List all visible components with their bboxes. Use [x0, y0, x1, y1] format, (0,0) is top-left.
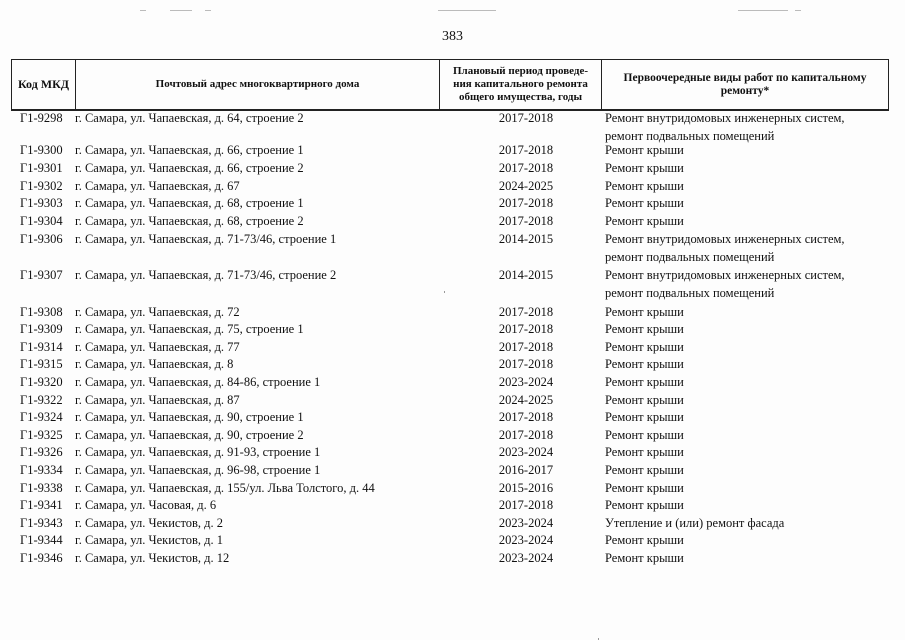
row-address: г. Самара, ул. Чапаевская, д. 90, строение 2 — [75, 428, 304, 442]
row-period: 2023-2024 — [498, 516, 554, 530]
row-address: г. Самара, ул. Чапаевская, д. 77 — [75, 340, 240, 354]
row-code: Г1-9302 — [20, 179, 63, 193]
row-address: г. Самара, ул. Чапаевская, д. 91-93, строение 1 — [75, 445, 321, 459]
row-address: г. Самара, ул. Чапаевская, д. 84-86, строение 1 — [75, 375, 321, 389]
row-period: 2023-2024 — [498, 533, 554, 547]
table-row — [0, 497, 905, 515]
table-row — [0, 356, 905, 374]
row-address: г. Самара, ул. Чапаевская, д. 87 — [75, 393, 240, 407]
row-code: Г1-9346 — [20, 551, 63, 565]
table-row — [0, 213, 905, 231]
row-period: 2017-2018 — [498, 196, 554, 210]
row-code: Г1-9334 — [20, 463, 63, 477]
row-address: г. Самара, ул. Чапаевская, д. 66, строение 1 — [75, 143, 304, 157]
table-row — [0, 409, 905, 427]
row-works: Ремонт крыши — [605, 393, 684, 407]
row-period: 2017-2018 — [498, 143, 554, 157]
row-period: 2014-2015 — [498, 232, 554, 246]
scan-speck — [444, 291, 445, 293]
row-address: г. Самара, ул. Чапаевская, д. 68, строение 2 — [75, 214, 304, 228]
table-row — [0, 339, 905, 357]
row-code: Г1-9324 — [20, 410, 63, 424]
table-header — [11, 59, 889, 111]
row-code: Г1-9338 — [20, 481, 63, 495]
table-row — [0, 321, 905, 339]
table-row — [0, 231, 905, 267]
table-row — [0, 532, 905, 550]
row-address: г. Самара, ул. Чекистов, д. 1 — [75, 533, 224, 547]
row-address: г. Самара, ул. Чапаевская, д. 72 — [75, 305, 240, 319]
row-period: 2017-2018 — [498, 428, 554, 442]
table-row — [0, 195, 905, 213]
row-works: Ремонт крыши — [605, 340, 684, 354]
row-period: 2017-2018 — [498, 340, 554, 354]
row-works: Ремонт крыши — [605, 428, 684, 442]
row-works: Ремонт крыши — [605, 375, 684, 389]
row-address: г. Самара, ул. Чекистов, д. 2 — [75, 516, 224, 530]
row-works: Ремонт крыши — [605, 196, 684, 210]
row-code: Г1-9306 — [20, 232, 63, 246]
row-period: 2017-2018 — [498, 322, 554, 336]
row-period: 2023-2024 — [498, 375, 554, 389]
row-address: г. Самара, ул. Чекистов, д. 12 — [75, 551, 230, 565]
table-row — [0, 480, 905, 498]
row-code: Г1-9307 — [20, 268, 63, 282]
table-row — [0, 462, 905, 480]
row-works: Ремонт внутридомовых инженерных систем, ремонт подвальных помещений — [605, 268, 845, 300]
table-row — [0, 374, 905, 392]
row-address: г. Самара, ул. Чапаевская, д. 155/ул. Льва Толстого, д. 44 — [75, 481, 375, 495]
row-address: г. Самара, ул. Чапаевская, д. 64, строение 2 — [75, 111, 304, 125]
row-works: Ремонт крыши — [605, 143, 684, 157]
table-row — [0, 267, 905, 303]
header-period: Плановый период проведе- ния капитального ремонта общего имущества, годы — [440, 60, 602, 109]
row-code: Г1-9344 — [20, 533, 63, 547]
row-code: Г1-9320 — [20, 375, 63, 389]
row-code: Г1-9315 — [20, 357, 63, 371]
row-code: Г1-9314 — [20, 340, 63, 354]
row-works: Ремонт внутридомовых инженерных систем, ремонт подвальных помещений — [605, 111, 845, 143]
header-works: Первоочередные виды работ по капитальному ремонту* — [623, 71, 867, 97]
row-code: Г1-9301 — [20, 161, 63, 175]
row-address: г. Самара, ул. Чапаевская, д. 71-73/46, строение 1 — [75, 232, 337, 246]
table-row — [0, 110, 905, 142]
row-works: Ремонт крыши — [605, 551, 684, 565]
row-period: 2017-2018 — [498, 305, 554, 319]
row-period: 2024-2025 — [498, 179, 554, 193]
row-address: г. Самара, ул. Чапаевская, д. 68, строение 1 — [75, 196, 304, 210]
table-row — [0, 444, 905, 462]
row-period: 2014-2015 — [498, 268, 554, 282]
row-works: Ремонт крыши — [605, 357, 684, 371]
row-works: Ремонт крыши — [605, 322, 684, 336]
row-address: г. Самара, ул. Чапаевская, д. 96-98, строение 1 — [75, 463, 321, 477]
table-row — [0, 304, 905, 322]
row-code: Г1-9308 — [20, 305, 63, 319]
row-works: Ремонт крыши — [605, 305, 684, 319]
table-row — [0, 515, 905, 533]
row-period: 2024-2025 — [498, 393, 554, 407]
row-code: Г1-9309 — [20, 322, 63, 336]
row-code: Г1-9326 — [20, 445, 63, 459]
table-row — [0, 550, 905, 568]
table-row — [0, 178, 905, 196]
page-number: 383 — [442, 29, 463, 44]
row-works: Ремонт крыши — [605, 445, 684, 459]
row-code: Г1-9325 — [20, 428, 63, 442]
row-address: г. Самара, ул. Часовая, д. 6 — [75, 498, 217, 512]
row-code: Г1-9303 — [20, 196, 63, 210]
row-works: Ремонт крыши — [605, 214, 684, 228]
row-period: 2017-2018 — [498, 498, 554, 512]
row-works: Ремонт крыши — [605, 481, 684, 495]
row-address: г. Самара, ул. Чапаевская, д. 66, строение 2 — [75, 161, 304, 175]
scan-marks — [0, 10, 905, 16]
row-code: Г1-9322 — [20, 393, 63, 407]
row-period: 2017-2018 — [498, 214, 554, 228]
row-period: 2017-2018 — [498, 357, 554, 371]
table-row — [0, 392, 905, 410]
row-period: 2017-2018 — [498, 410, 554, 424]
header-address: Почтовый адрес многоквартирного дома — [76, 60, 440, 109]
row-address: г. Самара, ул. Чапаевская, д. 75, строение 1 — [75, 322, 304, 336]
row-period: 2023-2024 — [498, 445, 554, 459]
row-period: 2017-2018 — [498, 111, 554, 125]
row-works: Ремонт крыши — [605, 498, 684, 512]
row-address: г. Самара, ул. Чапаевская, д. 67 — [75, 179, 240, 193]
row-period: 2015-2016 — [498, 481, 554, 495]
row-works: Ремонт крыши — [605, 463, 684, 477]
table-row — [0, 427, 905, 445]
table-row — [0, 142, 905, 160]
row-works: Ремонт крыши — [605, 533, 684, 547]
row-period: 2016-2017 — [498, 463, 554, 477]
row-works: Ремонт внутридомовых инженерных систем, ремонт подвальных помещений — [605, 232, 845, 264]
row-period: 2017-2018 — [498, 161, 554, 175]
row-works: Ремонт крыши — [605, 410, 684, 424]
row-code: Г1-9298 — [20, 111, 63, 125]
row-address: г. Самара, ул. Чапаевская, д. 71-73/46, строение 2 — [75, 268, 337, 282]
header-code: Код МКД — [12, 60, 76, 109]
table-row — [0, 160, 905, 178]
row-code: Г1-9304 — [20, 214, 63, 228]
row-works: Ремонт крыши — [605, 179, 684, 193]
row-period: 2023-2024 — [498, 551, 554, 565]
row-code: Г1-9343 — [20, 516, 63, 530]
row-works: Утепление и (или) ремонт фасада — [605, 516, 785, 530]
row-code: Г1-9341 — [20, 498, 63, 512]
row-address: г. Самара, ул. Чапаевская, д. 8 — [75, 357, 234, 371]
row-code: Г1-9300 — [20, 143, 63, 157]
row-works: Ремонт крыши — [605, 161, 684, 175]
row-address: г. Самара, ул. Чапаевская, д. 90, строение 1 — [75, 410, 304, 424]
